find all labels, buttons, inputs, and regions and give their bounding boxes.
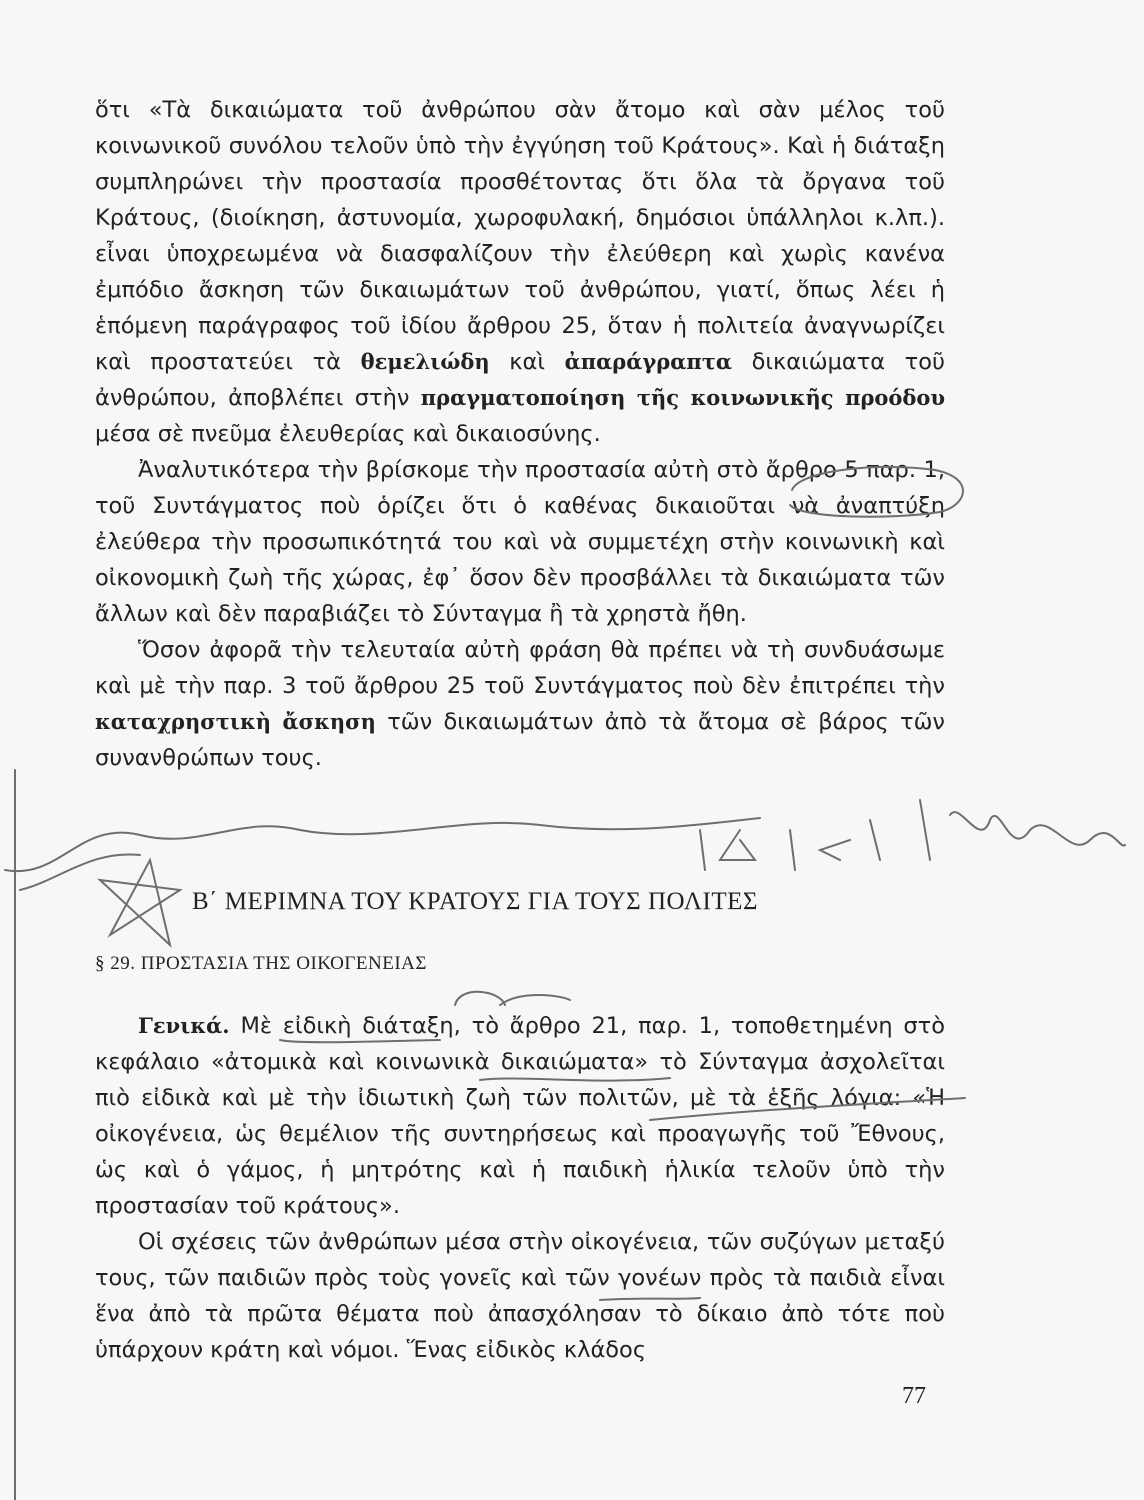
paragraph-5: Οἱ σχέσεις τῶν ἀνθρώπων μέσα στὴν οἰκογένεια, τῶν συζύγων μεταξύ τους, τῶν παιδιῶν πρὸς τοὺς γονεῖς καὶ τῶν γονέων πρὸς τὰ παιδιὰ εἶναι ἕνα ἀπὸ τὰ πρῶτα θέματα ποὺ ἀπασχόλησαν τὸ δίκαιο ἀπὸ τότε ποὺ ὑπάρχουν κράτη καὶ νόμοι. Ἕνας εἰδικὸς κλάδος: [95, 1229, 945, 1363]
paragraph-2: Ἀναλυτικότερα τὴν βρίσκομε τὴν προστασία αὐτὴ στὸ ἄρθρο 5 παρ. 1, τοῦ Συντάγματος ποὺ ὁρίζει ὅτι ὁ καθένας δικαιοῦται νὰ ἀναπτύξη ἐλεύθερα τὴν προσωπικότητά του καὶ νὰ συμμετέχη στὴν κοινωνικὴ καὶ οἰκονομικὴ ζωὴ τῆς χώρας, ἐφ᾽ ὅσον δὲν προσβάλλει τὰ δικαιώματα τῶν ἄλλων καὶ δὲν παραβιάζει τὸ Σύνταγμα ἢ τὰ χρηστὰ ἤθη.: [95, 457, 945, 627]
lead-word: Γενικά.: [138, 1013, 230, 1038]
bold-phrase: ἀπαράγραπτα: [564, 349, 733, 374]
bold-phrase: καταχρηστικὴ ἄσκηση: [95, 709, 376, 734]
paragraph-4: Γενικά. Μὲ εἰδικὴ διάταξη, τὸ ἄρθρο 21, παρ. 1, τοποθετημένη στὸ κεφάλαιο «ἀτομικὰ καὶ κοινωνικὰ δικαιώματα» τὸ Σύνταγμα ἀσχολεῖται πιὸ εἰδικὰ καὶ μὲ τὴν ἰδιωτικὴ ζωὴ τῶν πολιτῶν, μὲ τὰ ἑξῆς λόγια: «Ἡ οἰκογένεια, ὡς θεμέλιον τῆς συντηρήσεως καὶ προαγωγῆς τοῦ Ἔθνους, ὡς καὶ ὁ γάμος, ἡ μητρότης καὶ ἡ παιδικὴ ἡλικία τελοῦν ὑπὸ τὴν προστασίαν τοῦ κράτους».: [95, 1013, 945, 1219]
star-mark: [100, 860, 180, 945]
paragraph-1: ὅτι «Τὰ δικαιώματα τοῦ ἀνθρώπου σὰν ἄτομο καὶ σὰν μέλος τοῦ κοινωνικοῦ συνόλου τελοῦν ὑπὸ τὴν ἐγγύηση τοῦ Κράτους». Καὶ ἡ διάταξη συμπληρώνει τὴν προστασία προσθέτοντας ὅτι ὅλα τὰ ὄργανα τοῦ Κράτους, (διοίκηση, ἀστυνομία, χωροφυλακή, δημόσιοι ὑπάλληλοι κ.λπ.). εἶναι ὑποχρεωμένα νὰ διασφαλίζουν τὴν ἐλεύθερη καὶ χωρὶς κανένα ἐμπόδιο ἄσκηση τῶν δικαιωμάτων τοῦ ἀνθρώπου, γιατί, ὅπως λέει ἡ ἑπόμενη παράγραφος τοῦ ἰδίου ἄρθρου 25, ὅταν ἡ πολιτεία ἀναγνωρίζει καὶ προστατεύει τὰ θεμελιώδη καὶ ἀπαράγραπτα δικαιώματα τοῦ ἀνθρώπου, ἀποβλέπει στὴν πραγματοποίηση τῆς κοινωνικῆς προόδου μέσα σὲ πνεῦμα ἐλευθερίας καὶ δικαιοσύνης.: [95, 97, 946, 447]
chapter-heading: Β΄ ΜΕΡΙΜΝΑ ΤΟΥ ΚΡΑΤΟΥΣ ΓΙΑ ΤΟΥΣ ΠΟΛΙΤΕΣ: [192, 888, 758, 915]
page-number: 77: [902, 1383, 926, 1409]
wavy-line: [5, 818, 760, 871]
section-subheading: § 29. ΠΡΟΣΤΑΣΙΑ ΤΗΣ ΟΙΚΟΓΕΝΕΙΑΣ: [95, 953, 427, 974]
bold-phrase: πραγματοποίηση τῆς κοινωνικῆς προόδου: [420, 385, 946, 410]
section-2-text: [95, 1008, 945, 1368]
circle-mark: [455, 992, 570, 1005]
section-1-text: [95, 92, 945, 776]
wavy-line: [20, 854, 140, 890]
scribble: [700, 800, 1125, 870]
paragraph-3: Ὅσον ἀφορᾶ τὴν τελευταία αὐτὴ φράση θὰ πρέπει νὰ τὴ συνδυάσωμε καὶ μὲ τὴν παρ. 3 τοῦ ἄρθρου 25 τοῦ Συντάγματος ποὺ δὲν ἐπιτρέπει τὴν καταχρηστικὴ ἄσκηση τῶν δικαιωμάτων ἀπὸ τὰ ἄτομα σὲ βάρος τῶν συνανθρώπων τους.: [95, 637, 945, 771]
bold-phrase: θεμελιώδη: [360, 349, 490, 374]
